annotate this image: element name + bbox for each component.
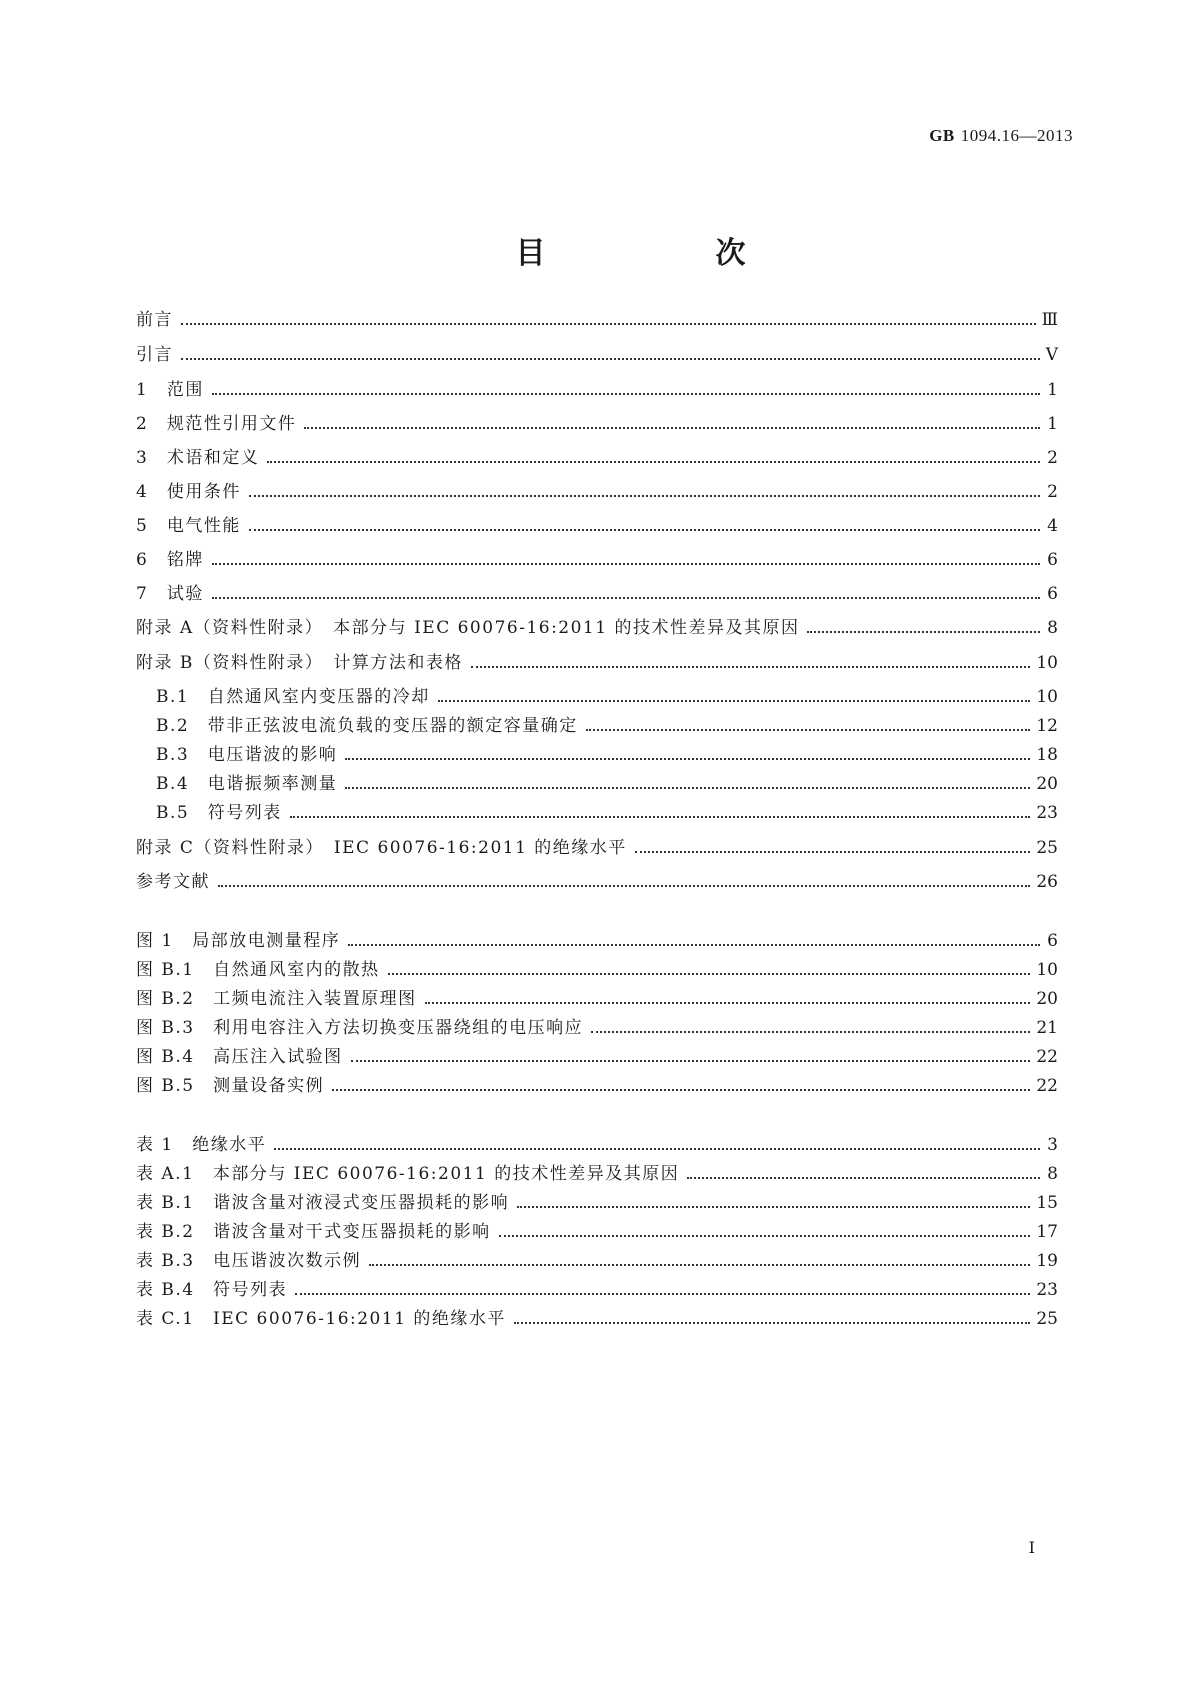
dot-leader [517,1206,1030,1208]
dot-leader [212,563,1040,565]
toc-entry-label: 表 B.1 谐波含量对液浸式变压器损耗的影响 [136,1193,510,1213]
toc-entry-page: 3 [1047,1135,1058,1155]
toc-entry-page: 22 [1036,1076,1058,1096]
toc-figure-b1[interactable] [136,954,1058,980]
dot-leader [181,358,1040,360]
toc-entry-annex-c[interactable] [136,832,1058,858]
toc-entry-normative-references[interactable] [136,408,1058,434]
toc-entry-page: 6 [1047,931,1058,951]
toc-table-b2[interactable] [136,1216,1058,1242]
toc-entry-annex-a[interactable] [136,612,1058,638]
dot-leader [499,1235,1031,1237]
toc-entry-page: 23 [1036,1280,1058,1300]
dot-leader [586,729,1031,731]
standard-number: 1094.16—2013 [960,126,1073,145]
toc-entry-page: 6 [1047,584,1058,604]
toc-entry-label: 表 A.1 本部分与 IEC 60076-16:2011 的技术性差异及其原因 [136,1164,680,1184]
dot-leader [274,1148,1040,1150]
dot-leader [351,1060,1031,1062]
dot-leader [295,1293,1030,1295]
toc-entry-page: 15 [1036,1193,1058,1213]
toc-table-1[interactable] [136,1129,1058,1155]
standard-prefix: GB [929,126,955,145]
dot-leader [290,816,1031,818]
toc-table-b3[interactable] [136,1245,1058,1271]
dot-leader [369,1264,1030,1266]
dot-leader [332,1089,1030,1091]
toc-figure-b4[interactable] [136,1041,1058,1067]
toc-entry-label: 图 B.2 工频电流注入装置原理图 [136,989,417,1009]
toc-entry-service-conditions[interactable] [136,476,1058,502]
toc-entry-scope[interactable] [136,374,1058,400]
toc-entry-b3[interactable] [156,739,1058,765]
toc-entry-bibliography[interactable] [136,866,1058,892]
toc-entry-page: 21 [1036,1018,1058,1038]
toc-entry-introduction[interactable] [136,339,1058,365]
toc-entry-label: 前言 [136,310,173,330]
toc-entry-label: 1 范围 [136,380,204,400]
toc-entry-label: B.3 电压谐波的影响 [156,745,338,765]
toc-entry-label: 附录 C（资料性附录） IEC 60076-16:2011 的绝缘水平 [136,838,627,858]
toc-entry-label: 6 铭牌 [136,550,204,570]
toc-entry-label: 图 B.1 自然通风室内的散热 [136,960,380,980]
toc-entry-label: 表 B.3 电压谐波次数示例 [136,1251,362,1271]
toc-entry-page: 2 [1047,482,1058,502]
toc-entry-label: B.5 符号列表 [156,803,282,823]
dot-leader [687,1177,1040,1179]
toc-entry-page: 20 [1036,989,1058,1009]
toc-entry-label: 图 B.4 高压注入试验图 [136,1047,343,1067]
toc-entry-label: 表 B.4 符号列表 [136,1280,288,1300]
toc-entry-page: 10 [1036,960,1058,980]
toc-entry-label: 3 术语和定义 [136,448,260,468]
toc-entry-page: 26 [1036,872,1058,892]
toc-entry-page: 25 [1036,1309,1058,1329]
standard-code [929,126,1073,146]
toc-entry-label: 表 1 绝缘水平 [136,1135,267,1155]
toc-entry-label: 表 C.1 IEC 60076-16:2011 的绝缘水平 [136,1309,506,1329]
dot-leader [807,631,1040,633]
toc-entry-terms[interactable] [136,442,1058,468]
dot-leader [425,1002,1031,1004]
toc-entry-label: 参考文献 [136,872,210,892]
toc-figure-b2[interactable] [136,983,1058,1009]
toc-entry-page: 1 [1047,380,1058,400]
toc-entry-label: B.2 带非正弦波电流负载的变压器的额定容量确定 [156,716,578,736]
dot-leader [212,597,1040,599]
toc-entry-label: 图 B.5 测量设备实例 [136,1076,325,1096]
toc-entry-label: 附录 B（资料性附录） 计算方法和表格 [136,653,463,673]
toc-entry-label: B.1 自然通风室内变压器的冷却 [156,687,430,707]
page-number: I [1028,1538,1035,1557]
toc-entry-label: 图 B.3 利用电容注入方法切换变压器绕组的电压响应 [136,1018,584,1038]
toc-entry-page: 18 [1036,745,1058,765]
toc-entry-page: 12 [1036,716,1058,736]
toc-entry-page: 4 [1047,516,1058,536]
toc-entry-b4[interactable] [156,768,1058,794]
dot-leader [304,427,1040,429]
toc-entry-page: 20 [1036,774,1058,794]
toc-entry-label: 附录 A（资料性附录） 本部分与 IEC 60076-16:2011 的技术性差异及其原因 [136,618,800,638]
dot-leader [388,973,1031,975]
toc-entry-b2[interactable] [156,710,1058,736]
dot-leader [218,885,1030,887]
toc-entry-page: 25 [1036,838,1058,858]
toc-entry-electrical-characteristics[interactable] [136,510,1058,536]
toc-table-b4[interactable] [136,1274,1058,1300]
dot-leader [635,851,1031,853]
toc-figure-b3[interactable] [136,1012,1058,1038]
dot-leader [345,758,1030,760]
toc-entry-label: 表 B.2 谐波含量对干式变压器损耗的影响 [136,1222,491,1242]
toc-entry-b1[interactable] [156,681,1058,707]
toc-title: 目 次 [515,236,816,271]
toc-entry-label: 5 电气性能 [136,516,241,536]
dot-leader [591,1031,1030,1033]
toc-entry-label: B.4 电谐振频率测量 [156,774,338,794]
toc-entry-page: 1 [1047,414,1058,434]
toc-entry-page: 19 [1036,1251,1058,1271]
toc-entry-label: 4 使用条件 [136,482,241,502]
dot-leader [181,323,1036,325]
dot-leader [249,529,1040,531]
toc-entry-page: Ⅴ [1045,345,1058,365]
toc-entry-preface[interactable] [136,304,1058,330]
dot-leader [348,944,1040,946]
toc-entry-page: Ⅲ [1041,310,1058,330]
dot-leader [438,700,1031,702]
toc-entry-page: 10 [1036,687,1058,707]
dot-leader [212,393,1040,395]
toc-entry-label: 2 规范性引用文件 [136,414,297,434]
toc-entry-page: 17 [1036,1222,1058,1242]
dot-leader [471,666,1030,668]
toc-entry-page: 8 [1047,1164,1058,1184]
dot-leader [267,461,1040,463]
dot-leader [345,787,1030,789]
toc-table-c1[interactable] [136,1303,1058,1329]
dot-leader [249,495,1040,497]
toc-entry-tests[interactable] [136,578,1058,604]
toc-entry-page: 2 [1047,448,1058,468]
toc-table-a1[interactable] [136,1158,1058,1184]
toc-entry-page: 22 [1036,1047,1058,1067]
toc-figure-b5[interactable] [136,1070,1058,1096]
toc-entry-label: 引言 [136,345,173,365]
toc-entry-annex-b[interactable] [136,647,1058,673]
toc-entry-page: 10 [1036,653,1058,673]
toc-entry-b5[interactable] [156,797,1058,823]
toc-table-b1[interactable] [136,1187,1058,1213]
toc-figure-1[interactable] [136,925,1058,951]
toc-entry-nameplate[interactable] [136,544,1058,570]
toc-entry-page: 6 [1047,550,1058,570]
toc-entry-page: 8 [1047,618,1058,638]
toc-entry-page: 23 [1036,803,1058,823]
toc-entry-label: 图 1 局部放电测量程序 [136,931,341,951]
toc-entry-label: 7 试验 [136,584,204,604]
dot-leader [514,1322,1030,1324]
